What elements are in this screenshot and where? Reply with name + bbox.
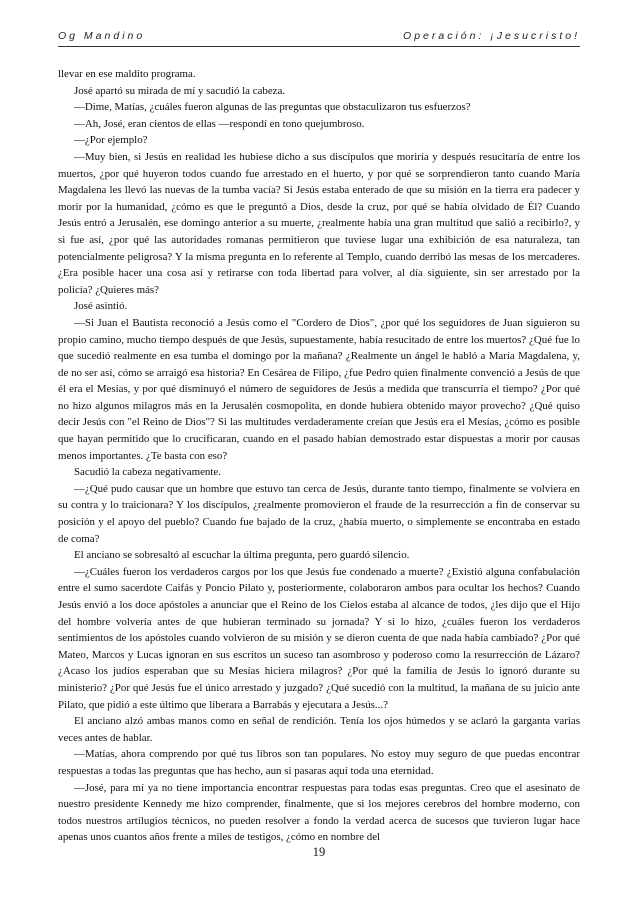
paragraph: —Dime, Matías, ¿cuáles fueron algunas de las preguntas que obstaculizaron tus esfuerzos? bbox=[74, 101, 471, 114]
paragraph: —Si Juan el Bautista reconoció a Jesús como el "Cordero de Dios", ¿por qué los seguidores de Juan siguieron su propio camino, mucho tiempo después de que Jesús, supuestamente, había resucitado de entre los muertos? ¿Qué fue lo que sucedió realmente en esa tumba el domingo por la mañana? ¿Realmente un ángel le habló a María Magdalena, y, de no ser así, cómo se arraigó esa historia? En Cesárea de Filipo, ¿fue Pedro quien finalmente convenció a Jesús de que él era el Mesías, y por qué disminuyó el número de seguidores de Jesús a medida que transcurría el tiempo? ¿Por qué no hizo algunos milagros más en la Jerusalén cosmopolita, en donde hubiera obtenido mayor provecho? ¿Qué quiso decir Jesús con "el Reino de Dios"? Si las multitudes verdaderamente creían que Jesús era el Mesías, ¿cómo es posible que hayan permitido que lo crucificaran, cuando en el pasado habían demostrado estar dispuestas a morir por causas menos importantes. ¿Te basta con eso? bbox=[58, 316, 580, 462]
paragraph: —¿Qué pudo causar que un hombre que estuvo tan cerca de Jesús, durante tanto tiempo, finalmente se volviera en su contra y lo traicionara? Y los discípulos, ¿realmente promovieron el fraude de la resurrección a fin de conservar su posición y el apoyo del pueblo? Cuando fue bajado de la cruz, ¿había muerto, o simplemente se encontraba en estado de coma? bbox=[58, 482, 580, 545]
paragraph: El anciano se sobresaltó al escuchar la última pregunta, pero guardó silencio. bbox=[74, 549, 410, 562]
running-header bbox=[58, 30, 580, 46]
body-text bbox=[58, 66, 580, 846]
header-author: Og Mandino bbox=[58, 30, 146, 42]
paragraph: —¿Cuáles fueron los verdaderos cargos por los que Jesús fue condenado a muerte? ¿Existió alguna confabulación entre el sumo sacerdote Caifás y Poncio Pilato y, posteriormente, colaboraron ambos para ocultar los hechos? Cuando Jesús envió a los doce apóstoles a anunciar que el Reino de los Cielos estaba al alcance de todos, ¿les dijo que el Hijo del hombre volvería antes de que hubieran terminado su jornada? Y si lo hizo, ¿cuáles fueron los verdaderos sentimientos de los apóstoles cuando volvieron de su misión y se dieron cuenta de que nada había cambiado? ¿Por qué Mateo, Marcos y Lucas ignoran en sus escritos un suceso tan asombroso y poderoso como la resurrección de Lázaro? ¿Acaso los judíos esperaban que su Mesías hiciera milagros? ¿Por qué la familia de Jesús lo ignoró durante su ministerio? ¿Por qué Jesús fue el único arrestado y juzgado? ¿Qué sucedió con la multitud, la mañana de su juicio ante Pilato, que pidió a este último que liberara a Barrabás y ejecutara a Jesús...? bbox=[58, 565, 580, 711]
paragraph: José asintió. bbox=[74, 300, 128, 313]
paragraph: —Muy bien, si Jesús en realidad les hubiese dicho a sus discípulos que moriría y después resucitaría de entre los muertos, ¿por qué huyeron todos cuando fue arrestado en el huerto, y por qué se sorprendieron tanto cuando María Magdalena les llevó las nuevas de la tumba vacía? Si Jesús estaba enterado de que su misión en la tierra era padecer y morir por la humanidad, ¿cómo es que le preguntó a Dios, desde la cruz, por qué se había olvidado de Él? Cuando Jesús entró a Jerusalén, ese domingo anterior a su muerte, ¿realmente había una gran multitud que salió a recibirlo?, y si fue así, ¿por qué las autoridades romanas permitieron que tuviese lugar una exhibición de esa naturaleza, tan potencialmente peligrosa? Y la misma pregunta en lo referente al Templo, cuando derribó las mesas de los mercaderes. ¿Era posible hacer una cosa así y retirarse con toda libertad para volver, al día siguiente, sin ser arrestado por la policía? ¿Quieres más? bbox=[58, 150, 580, 296]
header-rule bbox=[58, 46, 580, 47]
paragraph: El anciano alzó ambas manos como en señal de rendición. Tenía los ojos húmedos y se aclaró la garganta varias veces antes de hablar. bbox=[58, 715, 580, 744]
paragraph: —¿Por ejemplo? bbox=[74, 134, 148, 147]
paragraph: —Matías, ahora comprendo por qué tus libros son tan populares. No estoy muy seguro de que puedas encontrar respuestas a todas las preguntas que has hecho, aun si pasaras aquí toda una eternidad. bbox=[58, 748, 580, 777]
paragraph: —Ah, José, eran cientos de ellas —respondí en tono quejumbroso. bbox=[74, 117, 365, 130]
paragraph: Sacudió la cabeza negativamente. bbox=[74, 466, 221, 479]
paragraph: llevar en ese maldito programa. bbox=[58, 68, 196, 80]
header-book-title: Operación: ¡Jesucristo! bbox=[403, 30, 580, 42]
page-number: 19 bbox=[312, 845, 326, 859]
paragraph: José apartó su mirada de mí y sacudió la cabeza. bbox=[74, 84, 286, 97]
paragraph: —José, para mí ya no tiene importancia encontrar respuestas para todas esas preguntas. Creo que el asesinato de nuestro presidente Kennedy me hizo comprender, finalmente, que si los mejores cerebros del hombre moderno, con todos nuestros artilugios técnicos, no pueden resolver a fondo la verdad acerca de sucesos que tuvieron lugar hace apenas unos cuantos años frente a miles de testigos, ¿cómo en nombre del bbox=[58, 781, 580, 844]
